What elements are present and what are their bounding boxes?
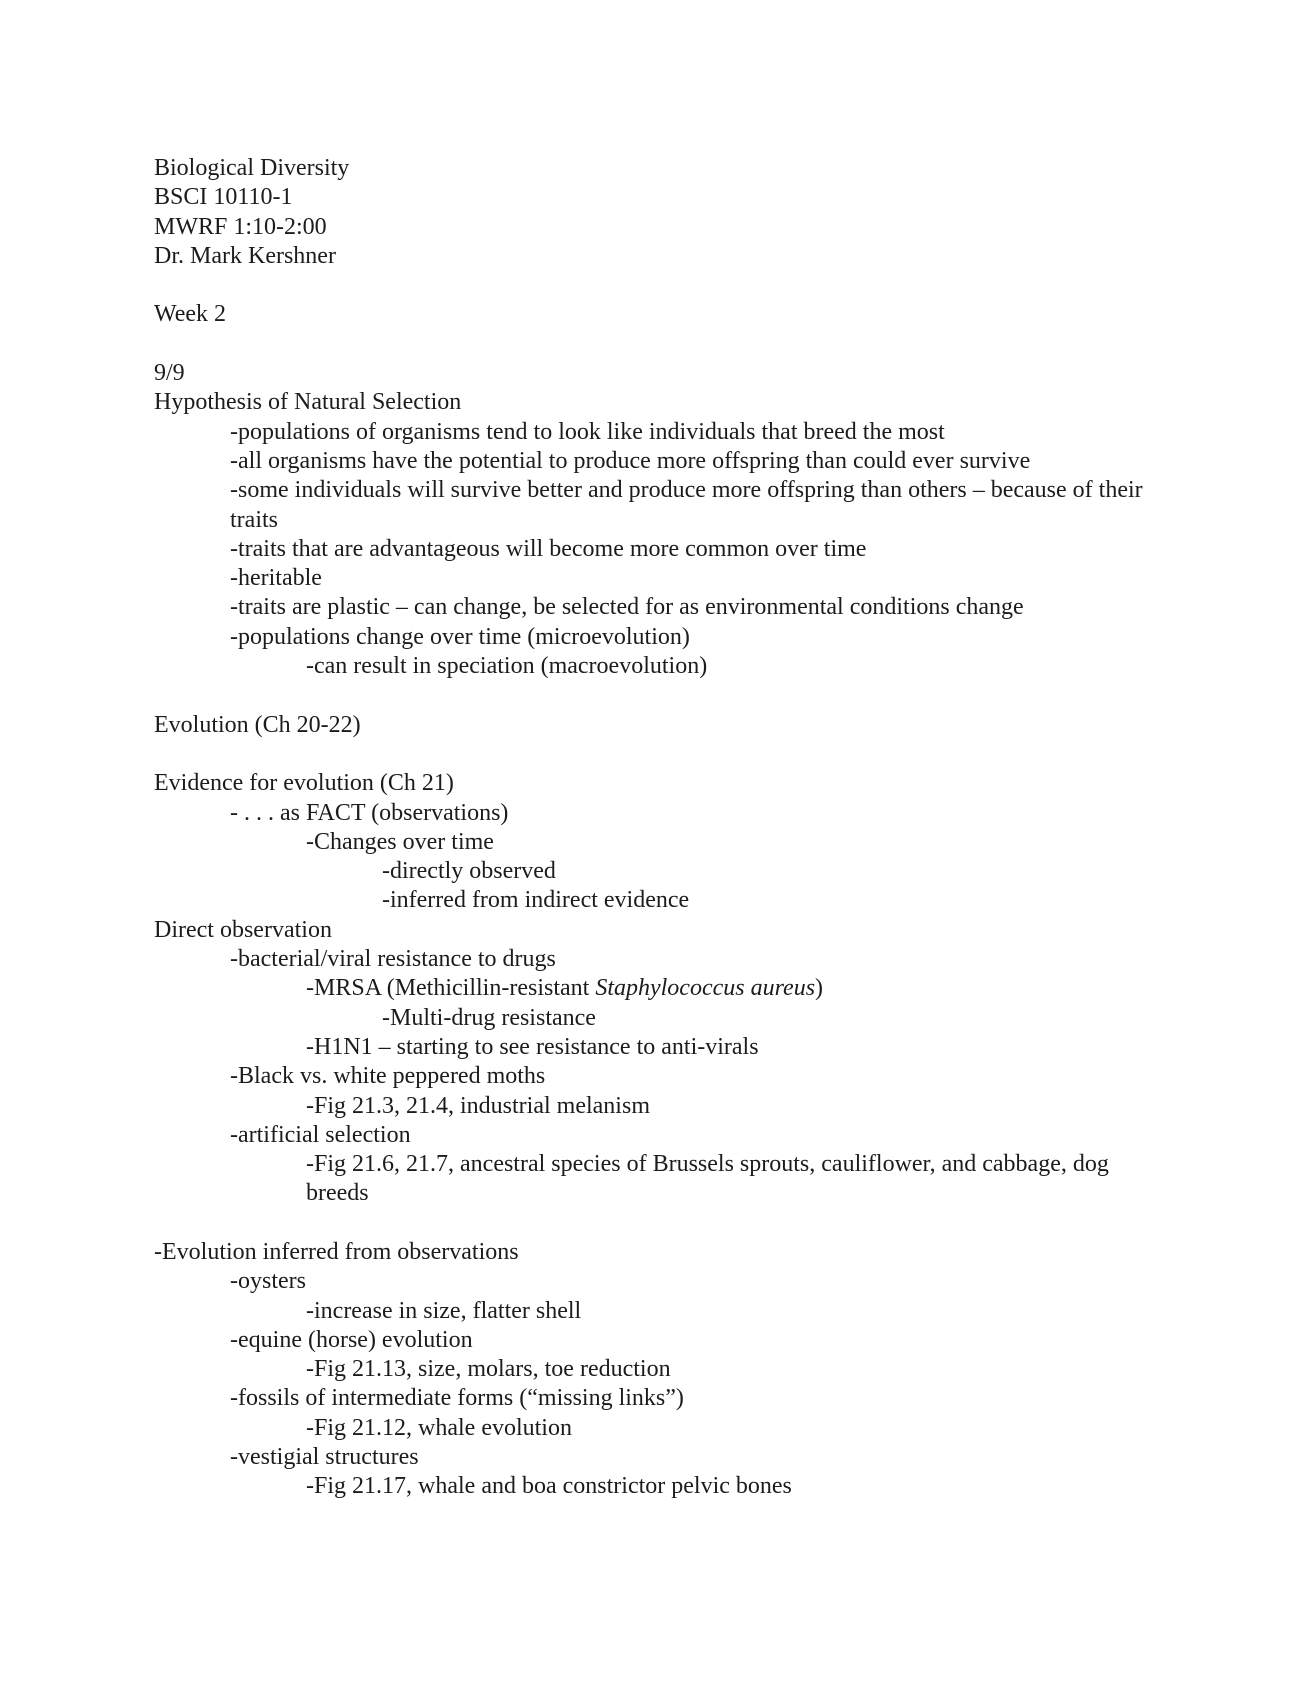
- list-item: -bacterial/viral resistance to drugs: [230, 946, 556, 973]
- list-subitem: -Fig 21.17, whale and boa constrictor pelvic bones: [306, 1473, 792, 1500]
- list-item: -artificial selection: [230, 1121, 411, 1148]
- list-item: -vestigial structures: [230, 1444, 419, 1471]
- list-item: -Black vs. white peppered moths: [230, 1063, 546, 1090]
- list-subitem: -increase in size, flatter shell: [306, 1297, 582, 1324]
- course-code: BSCI 10110-1: [154, 184, 293, 211]
- list-item: -heritable: [230, 565, 322, 592]
- natural-selection-heading: Hypothesis of Natural Selection: [154, 389, 462, 416]
- lecture-date: 9/9: [154, 360, 185, 387]
- list-subitem: -H1N1 – starting to see resistance to anti-virals: [306, 1033, 759, 1060]
- list-subitem: -Fig 21.6, 21.7, ancestral species of Brussels sprouts, cauliflower, and cabbage, dog breeds: [306, 1151, 1109, 1207]
- evolution-heading: Evolution (Ch 20-22): [154, 711, 361, 738]
- week-label: Week 2: [154, 301, 227, 328]
- spacer: [154, 330, 1154, 359]
- course-name: Biological Diversity: [154, 155, 350, 181]
- list-subitem: -Multi-drug resistance: [382, 1004, 596, 1031]
- spacer: [154, 681, 1154, 710]
- list-item: -traits that are advantageous will become more common over time: [230, 535, 867, 562]
- evidence-heading: Evidence for evolution (Ch 21): [154, 770, 454, 797]
- inferred-heading: -Evolution inferred from observations: [154, 1238, 519, 1265]
- list-subitem: -Fig 21.12, whale evolution: [306, 1414, 572, 1441]
- list-item: -traits are plastic – can change, be selected for as environmental conditions change: [230, 594, 1024, 621]
- list-item: -populations of organisms tend to look like individuals that breed the most: [230, 418, 945, 445]
- list-item: -some individuals will survive better and produce more offspring than others – because of their traits: [230, 477, 1143, 533]
- list-subitem: -Changes over time: [306, 828, 494, 855]
- species-name: Staphylococcus aureus: [595, 975, 816, 1002]
- mrsa-prefix: -MRSA (Methicillin-resistant: [306, 975, 596, 1002]
- instructor-name: Dr. Mark Kershner: [154, 242, 336, 269]
- list-subitem: -can result in speciation (macroevolution): [306, 653, 708, 680]
- list-subitem: -Fig 21.3, 21.4, industrial melanism: [306, 1092, 650, 1119]
- list-subitem: [154, 974, 1154, 1003]
- notes-body: [154, 154, 1154, 1502]
- list-subitem: -Fig 21.13, size, molars, toe reduction: [306, 1356, 671, 1383]
- mrsa-suffix: ): [815, 975, 824, 1002]
- list-subitem: -inferred from indirect evidence: [382, 887, 690, 914]
- list-item: -populations change over time (microevolution): [230, 623, 690, 650]
- direct-observation-heading: Direct observation: [154, 916, 332, 943]
- list-item: -fossils of intermediate forms (“missing links”): [230, 1385, 684, 1412]
- list-item: - . . . as FACT (observations): [230, 799, 509, 826]
- list-item: -all organisms have the potential to produce more offspring than could ever survive: [230, 447, 1031, 474]
- spacer: [154, 271, 1154, 300]
- course-schedule: MWRF 1:10-2:00: [154, 213, 327, 240]
- list-subitem: -directly observed: [382, 858, 556, 885]
- list-item: -oysters: [230, 1268, 306, 1295]
- spacer: [154, 1209, 1154, 1238]
- list-item: -equine (horse) evolution: [230, 1326, 473, 1353]
- spacer: [154, 740, 1154, 769]
